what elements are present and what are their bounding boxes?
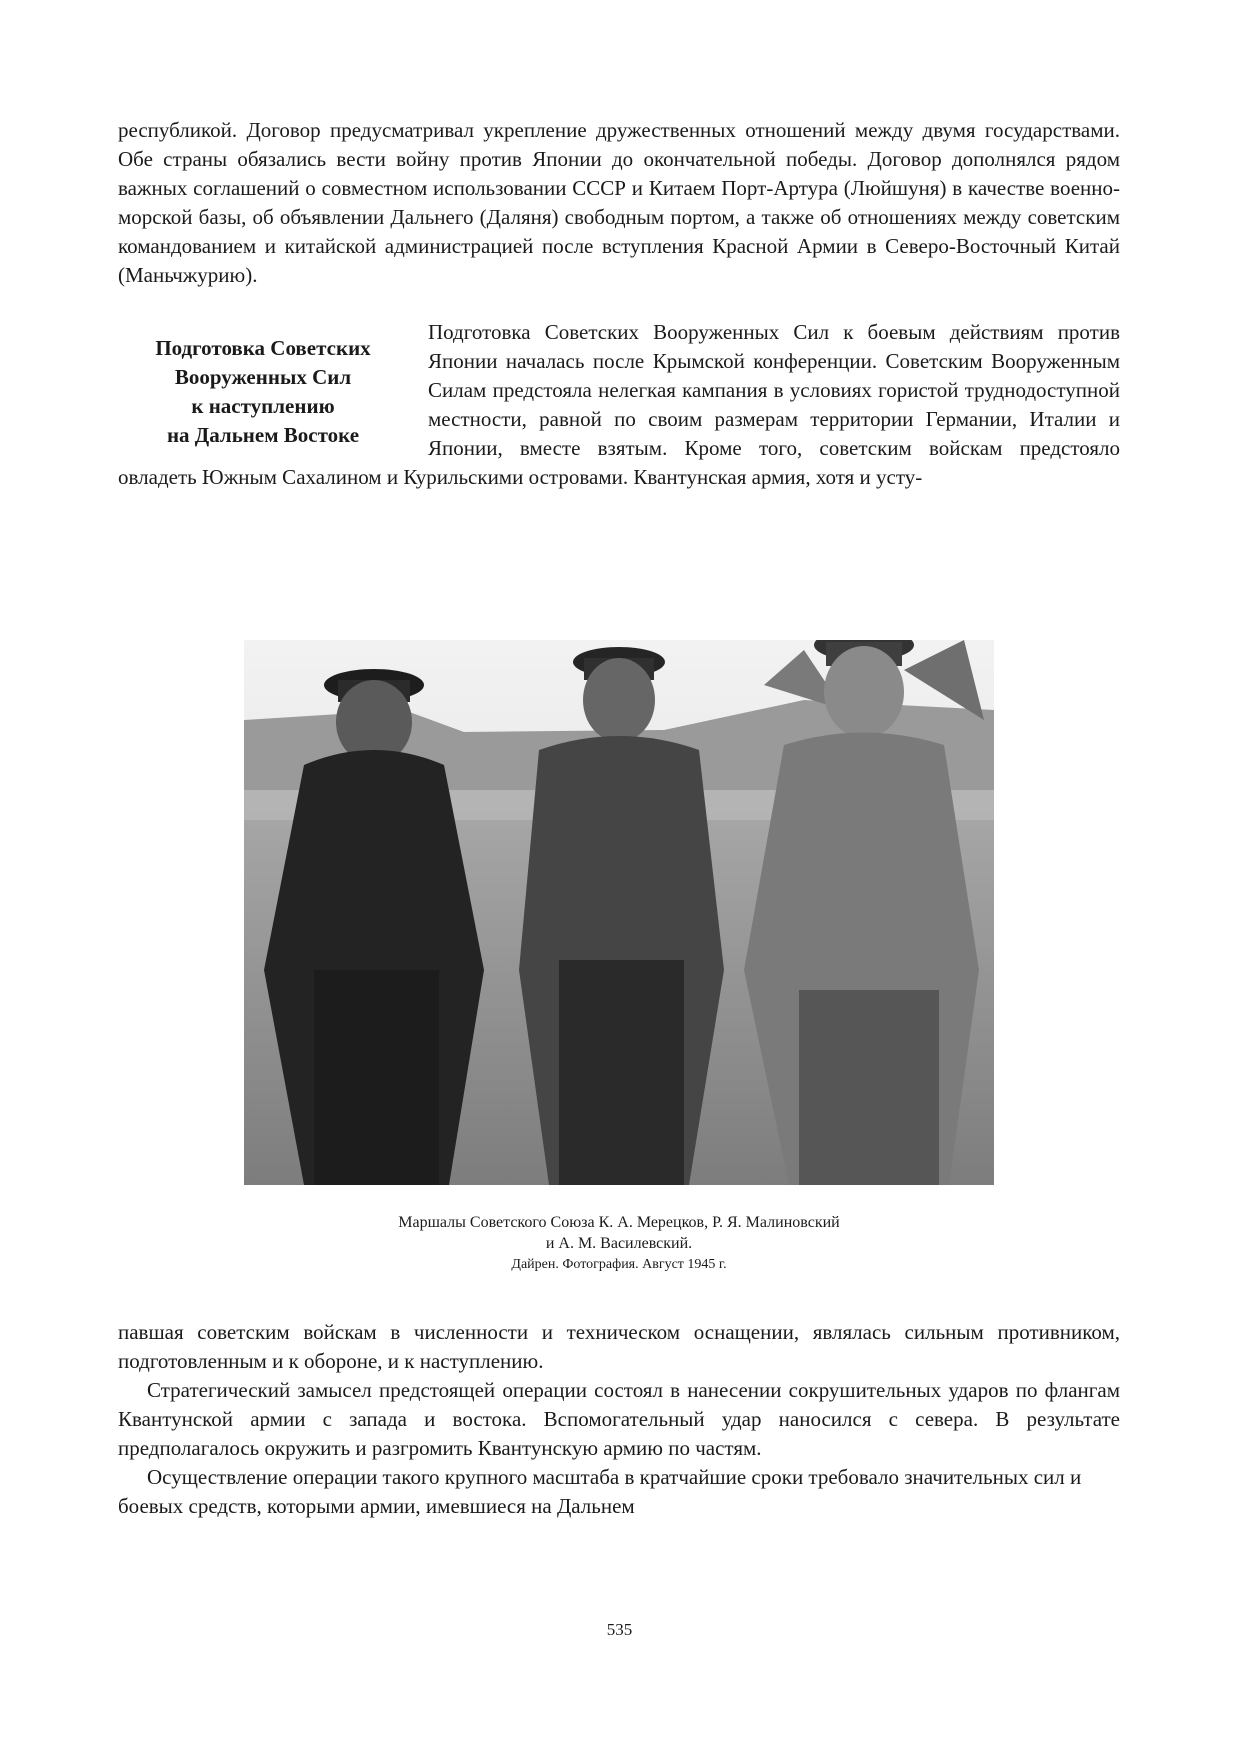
top-paragraph-block [118, 116, 1120, 290]
section-heading-line: Вооруженных Сил [174, 365, 352, 389]
bottom-paragraph: Стратегический замысел предстоящей операции состоял в нанесении сокрушительных ударов по флангам Квантунской армии с запада и востока. Вспомогательный удар наносился с севера. В результате предполагалось окружить и разгромить Квантунскую армию по частям. [118, 1378, 1120, 1460]
bottom-paragraph-block [118, 1318, 1120, 1521]
section-block [118, 318, 1120, 492]
section-heading-line: на Дальнем Востоке [166, 423, 360, 447]
top-paragraph: республикой. Договор предусматривал укрепление дружественных отношений между двумя государствами. Обе страны обязались вести войну против Японии до окончательной победы. Договор дополнялся рядом важных соглашений о совместном использовании СССР и Китаем Порт-Артура (Люйшуня) в качестве военно-морской базы, об объявлении Дальнего (Даляня) свободным портом, а также об отношениях между советским командованием и китайской администрацией после вступления Красной Армии в Северо-Восточный Китай (Маньчжурию). [118, 118, 1120, 287]
photo-image [244, 640, 994, 1185]
section-heading-line: к наступлению [191, 394, 335, 418]
caption-source: Дайрен. Фотография. Август 1945 г. [511, 1257, 727, 1272]
section-heading-line: Подготовка Советских [155, 336, 371, 360]
historical-photo [244, 640, 994, 1185]
caption-line: и А. М. Василевский. [545, 1235, 693, 1252]
section-heading [118, 334, 408, 450]
caption-line: Маршалы Советского Союза К. А. Мерецков, Р. Я. Малиновский [398, 1214, 840, 1231]
bottom-paragraph: Осуществление операции такого крупного масштаба в кратчайшие сроки требовало значительных сил и боевых средств, которыми армии, имевшиеся на Дальнем [118, 1465, 1082, 1518]
section-body: Подготовка Советских Вооруженных Сил к боевым действиям против Японии началась после Крымской конференции. Советским Вооруженным Силам предстояла нелегкая кампания в условиях гористой труднодоступной местности, равной по своим размерам территории Германии, Италии и Японии, вместе взятым. Кроме того, советским войскам предстояло овладеть Южным Сахалином и Курильскими островами. Квантунская армия, хотя и усту- [118, 320, 1120, 489]
bottom-paragraph: павшая советским войскам в численности и техническом оснащении, являлась сильным противником, подготовленным и к обороне, и к наступлению. [118, 1320, 1120, 1373]
page-number: 535 [606, 1620, 633, 1639]
photo-caption [244, 1212, 994, 1275]
